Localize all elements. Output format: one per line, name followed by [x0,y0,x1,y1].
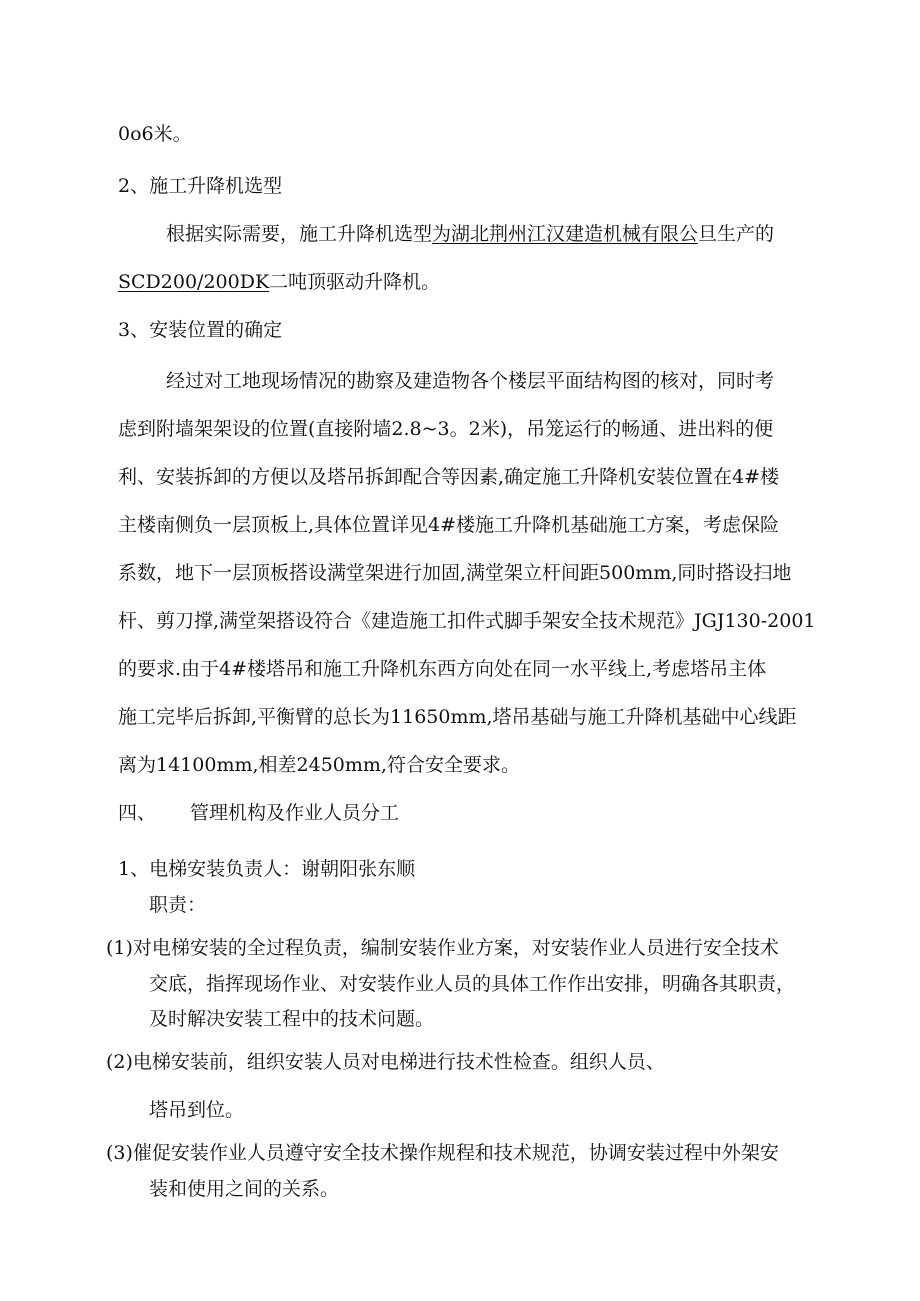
text-span: 根据实际需要，施工升降机选型 [166,223,433,245]
list-item-line: 交底，指挥现场作业、对安装作业人员的具体工作作出安排，明确各其职责， [149,973,796,995]
list-item-line: 及时解决安装工程中的技术问题。 [149,1008,435,1030]
paragraph-line: 杆、剪刀撑,满堂架搭设符合《建造施工扣件式脚手架安全技术规范》JGJ130-2001 [118,610,816,632]
list-item-line: 塔吊到位。 [149,1099,245,1121]
chapter-heading-number: 四、 [118,802,157,824]
list-item-line: (2)电梯安装前，组织安装人员对电梯进行技术性检查。组织人员、 [106,1051,665,1073]
list-item-line: (3)催促安装作业人员遵守安全技术操作规程和技术规范，协调安装过程中外架安 [106,1142,779,1164]
list-item-line: (1)对电梯安装的全过程负责，编制安装作业方案，对安装作业人员进行安全技术 [106,937,779,959]
paragraph-line: 利、安装拆卸的方便以及塔吊拆卸配合等因素,确定施工升降机安装位置在4#楼 [118,466,780,488]
text-span: 二吨顶驱动升降机。 [269,271,441,293]
duty-label: 职责： [149,894,207,916]
paragraph-line [166,222,774,246]
paragraph-line: 虑到附墙架架设的位置(直接附墙2.8~3。2米)，吊笼运行的畅通、进出料的便 [118,418,774,440]
paragraph-line: 系数，地下一层顶板搭设满堂架进行加固,满堂架立杆间距500mm,同时搭设扫地 [118,562,792,584]
chapter-heading-title: 管理机构及作业人员分工 [190,802,400,824]
paragraph-line: 主楼南侧负一层顶板上,具体位置详见4#楼施工升降机基础施工方案，考虑保险 [118,514,780,536]
paragraph-line: 离为14100mm,相差2450mm,符合安全要求。 [118,754,520,776]
paragraph-line: 施工完毕后拆卸,平衡臂的总长为11650mm,塔吊基础与施工升降机基础中心线距 [118,706,797,728]
text-span: 旦生产的 [698,223,775,245]
underlined-model-number: SCD200/200DK [118,271,270,293]
paragraph-line: 经过对工地现场情况的勘察及建造物各个楼层平面结构图的核对，同时考 [166,370,775,392]
paragraph-line: 的要求.由于4#楼塔吊和施工升降机东西方向处在同一水平线上,考虑塔吊主体 [118,658,767,680]
section-heading: 1、电梯安装负责人：谢朝阳张东顺 [118,858,416,880]
section-heading: 2、施工升降机选型 [118,175,283,197]
text-line: 0o6米。 [118,123,192,145]
paragraph-line [118,270,440,294]
list-item-line: 装和使用之间的关系。 [149,1178,340,1200]
section-heading: 3、安装位置的确定 [118,319,283,341]
underlined-company-name: 为湖北荆州江汉建造机械有限公 [432,223,699,245]
